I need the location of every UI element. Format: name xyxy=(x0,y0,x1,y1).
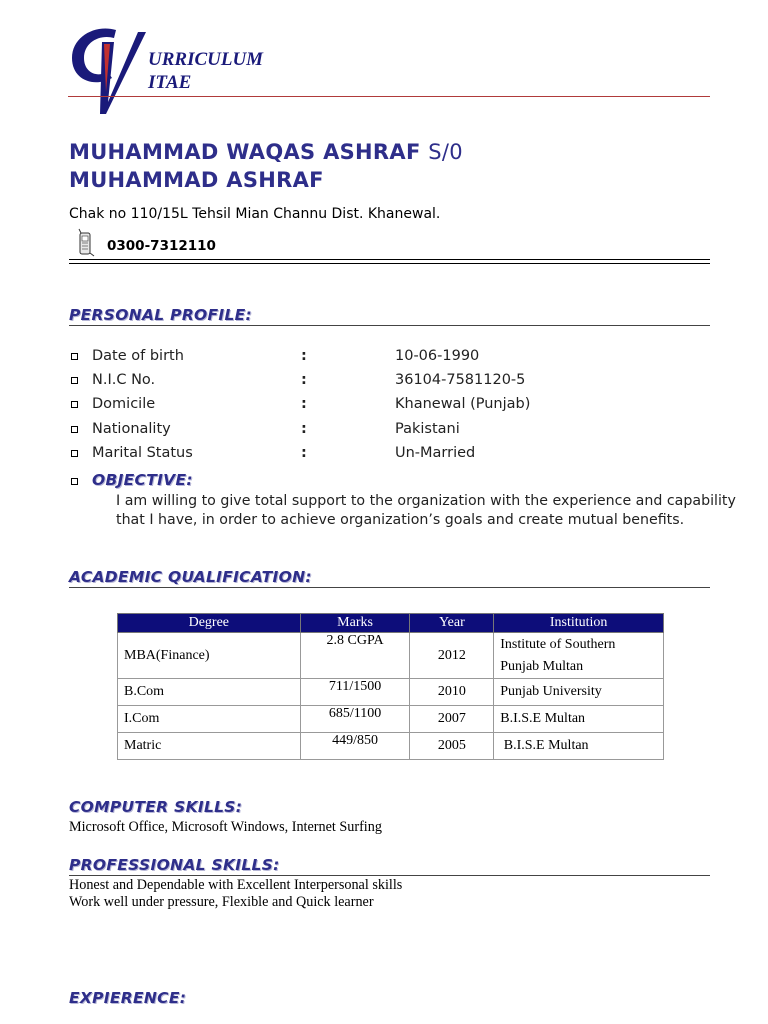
profile-row-dob xyxy=(0,348,768,370)
institution-line: Punjab Multan xyxy=(500,658,584,674)
year-cell: 2005 xyxy=(410,733,494,760)
phone-number: 0300-7312110 xyxy=(107,238,216,254)
institution-cell: B.I.S.E Multan xyxy=(494,706,664,733)
profile-label: Date of birth xyxy=(92,348,184,364)
profile-label: Marital Status xyxy=(92,445,193,461)
professional-skill-line: Honest and Dependable with Excellent Interpersonal skills xyxy=(69,877,403,893)
year-cell: 2012 xyxy=(410,633,494,679)
cv-logo xyxy=(68,22,148,118)
table-row xyxy=(118,706,664,733)
academic-table xyxy=(117,613,664,760)
marks-cell: 449/850 xyxy=(300,733,410,760)
square-bullet-icon xyxy=(71,377,78,384)
father-name: MUHAMMAD ASHRAF xyxy=(69,168,324,192)
profile-separator: : xyxy=(301,421,307,437)
square-bullet-icon xyxy=(71,401,78,408)
computer-skills-heading: COMPUTER SKILLS: xyxy=(69,798,243,816)
profile-value: 10-06-1990 xyxy=(395,348,480,364)
degree-cell: I.Com xyxy=(118,706,301,733)
professional-skills-heading: PROFESSIONAL SKILLS: xyxy=(69,856,280,874)
section-rule xyxy=(69,875,710,876)
section-rule xyxy=(69,325,710,326)
profile-label: Domicile xyxy=(92,396,156,412)
profile-label: N.I.C No. xyxy=(92,372,156,388)
experience-heading: EXPIERENCE: xyxy=(69,989,187,1007)
header-rule xyxy=(68,96,710,97)
profile-separator: : xyxy=(301,372,307,388)
address: Chak no 110/15L Tehsil Mian Channu Dist. Khanewal. xyxy=(69,206,441,222)
marks-cell: 711/1500 xyxy=(300,679,410,706)
square-bullet-icon xyxy=(71,450,78,457)
table-row xyxy=(118,733,664,760)
institution-cell: B.I.S.E Multan xyxy=(494,733,664,760)
profile-value: Un-Married xyxy=(395,445,476,461)
profile-row-nationality xyxy=(0,421,768,443)
year-cell: 2010 xyxy=(410,679,494,706)
logo-word-vitae: ITAE xyxy=(148,72,192,93)
marks-cell: 685/1100 xyxy=(300,706,410,733)
square-bullet-icon xyxy=(71,353,78,360)
degree-cell: MBA(Finance) xyxy=(118,633,301,679)
square-bullet-icon xyxy=(71,478,78,485)
table-header-row xyxy=(118,614,664,633)
institution-cell: Punjab University xyxy=(494,679,664,706)
square-bullet-icon xyxy=(71,426,78,433)
personal-profile-heading: PERSONAL PROFILE: xyxy=(69,306,253,324)
profile-row-nic xyxy=(0,372,768,394)
degree-cell: Matric xyxy=(118,733,301,760)
relation-label: S/0 xyxy=(428,140,463,164)
divider xyxy=(69,259,710,260)
profile-value: 36104-7581120-5 xyxy=(395,372,526,388)
mobile-phone-icon xyxy=(75,228,97,258)
professional-skill-line: Work well under pressure, Flexible and Quick learner xyxy=(69,894,374,910)
degree-cell: B.Com xyxy=(118,679,301,706)
table-row xyxy=(118,633,664,679)
name-line-1: MUHAMMAD WAQAS ASHRAF xyxy=(69,140,421,164)
institution-cell xyxy=(494,633,664,679)
profile-value: Khanewal (Punjab) xyxy=(395,396,531,412)
objective-text: I am willing to give total support to the organization with the experience and capability that I have, in order to achieve organization’s goals and create mutual benefits. xyxy=(116,493,736,528)
column-header: Year xyxy=(410,614,494,633)
objective-heading: OBJECTIVE: xyxy=(92,471,193,489)
profile-row-marital-status xyxy=(0,445,768,467)
profile-row-domicile xyxy=(0,396,768,418)
marks-cell: 2.8 CGPA xyxy=(300,633,410,679)
divider xyxy=(69,263,710,264)
column-header: Institution xyxy=(494,614,664,633)
profile-label: Nationality xyxy=(92,421,171,437)
section-rule xyxy=(69,587,710,588)
academic-heading: ACADEMIC QUALIFICATION: xyxy=(69,568,312,586)
profile-separator: : xyxy=(301,445,307,461)
table-row xyxy=(118,679,664,706)
profile-separator: : xyxy=(301,348,307,364)
institution-line: Institute of Southern xyxy=(500,636,616,652)
profile-value: Pakistani xyxy=(395,421,460,437)
column-header: Degree xyxy=(118,614,301,633)
computer-skills-text: Microsoft Office, Microsoft Windows, Internet Surfing xyxy=(69,819,382,835)
profile-separator: : xyxy=(301,396,307,412)
column-header: Marks xyxy=(300,614,410,633)
year-cell: 2007 xyxy=(410,706,494,733)
candidate-name xyxy=(69,138,463,166)
logo-word-curriculum: URRICULUM xyxy=(148,49,264,70)
